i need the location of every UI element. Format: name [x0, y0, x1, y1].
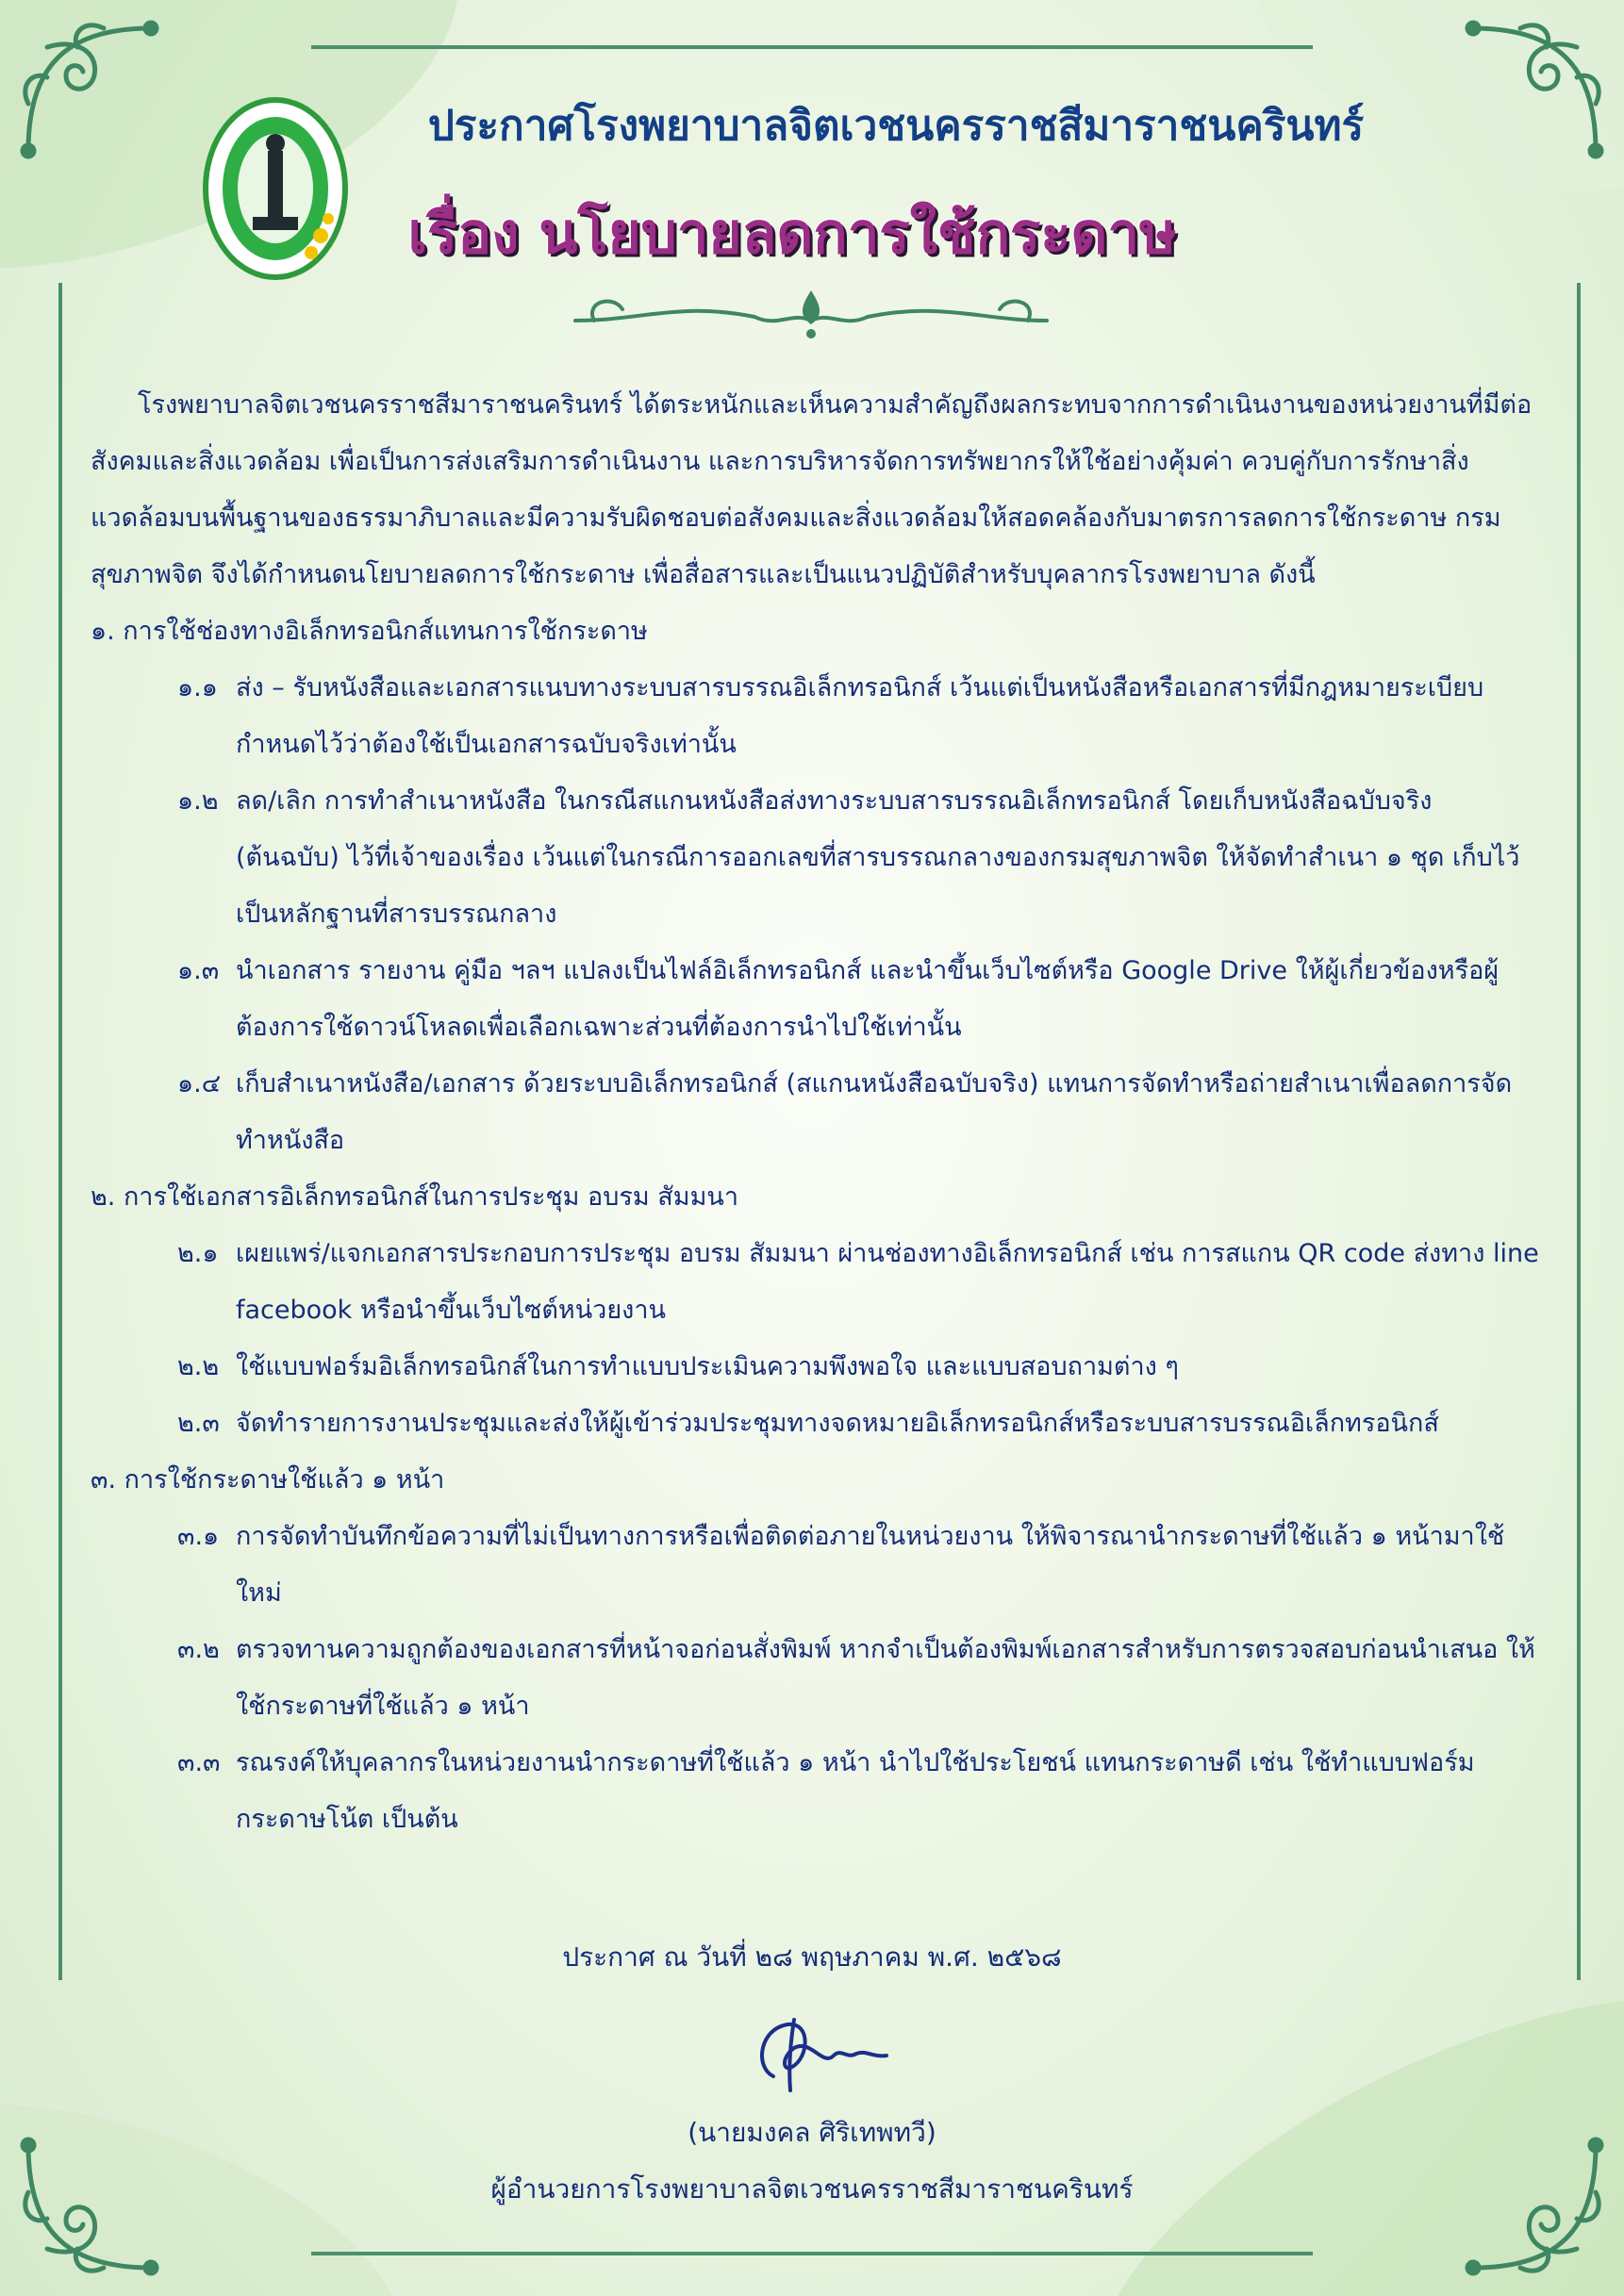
- item-number: ๓.๓: [177, 1748, 221, 1777]
- item-number: ๑.๒: [177, 786, 219, 816]
- item-text: ลด/เลิก การทำสำเนาหนังสือ ในกรณีสแกนหนังสือส่งทางระบบสารบรรณอิเล็กทรอนิกส์ โดยเก็บหนังสือฉบับจริง (ต้นฉบับ) ไว้ที่เจ้าของเรื่อง เว้นแต่ในกรณีการออกเลขที่สารบรรณกลางของกรมสุขภาพจิต ให้จัดทำสำเนา ๑ ชุด เก็บไว้เป็นหลักฐานที่สารบรรณกลาง: [236, 786, 1520, 929]
- signature-icon: [736, 2001, 905, 2105]
- signer-title: ผู้อำนวยการโรงพยาบาลจิตเวชนครราชสีมาราชนครินทร์: [490, 2173, 1134, 2205]
- list-item: [177, 1226, 1543, 1339]
- list-item: [177, 1396, 1543, 1452]
- announcement-date: ประกาศ ณ วันที่ ๒๘ พฤษภาคม พ.ศ. ๒๕๖๘: [562, 1941, 1062, 1973]
- frame-left-line: [58, 283, 62, 1980]
- item-text: ส่ง – รับหนังสือและเอกสารแนบทางระบบสารบรรณอิเล็กทรอนิกส์ เว้นแต่เป็นหนังสือหรือเอกสารที่มีกฎหมายระเบียบ กำหนดไว้ว่าต้องใช้เป็นเอกสารฉบับจริงเท่านั้น: [236, 673, 1484, 759]
- list-item: [177, 660, 1543, 773]
- item-text: นำเอกสาร รายงาน คู่มือ ฯลฯ แปลงเป็นไฟล์อิเล็กทรอนิกส์ และนำขึ้นเว็บไซต์หรือ Google Drive ให้ผู้เกี่ยวข้องหรือผู้ต้องการใช้ดาวน์โหลดเพื่อเลือกเฉพาะส่วนที่ต้องการนำไปใช้เท่านั้น: [236, 956, 1500, 1042]
- item-number: ๒.๒: [177, 1352, 220, 1381]
- list-item: [177, 1339, 1543, 1396]
- item-number: ๓.๑: [177, 1522, 220, 1551]
- list-item: [177, 1735, 1543, 1848]
- section-heading: ๒. การใช้เอกสารอิเล็กทรอนิกส์ในการประชุม อบรม สัมมนา: [91, 1182, 738, 1212]
- item-text: ใช้แบบฟอร์มอิเล็กทรอนิกส์ในการทำแบบประเมินความพึงพอใจ และแบบสอบถามต่าง ๆ: [236, 1352, 1179, 1381]
- item-text: เก็บสำเนาหนังสือ/เอกสาร ด้วยระบบอิเล็กทรอนิกส์ (สแกนหนังสือฉบับจริง) แทนการจัดทำหรือถ่ายสำเนาเพื่อลดการจัดทำหนังสือ: [236, 1069, 1513, 1155]
- intro-paragraph: โรงพยาบาลจิตเวชนครราชสีมาราชนครินทร์ ได้ตระหนักและเห็นความสำคัญถึงผลกระทบจากการดำเนินงานของหน่วยงานที่มีต่อสังคมและสิ่งแวดล้อม เพื่อเป็นการส่งเสริมการดำเนินงาน และการบริหารจัดการทรัพยากรให้ใช้อย่างคุ้มค่า ควบคู่กับการรักษาสิ่งแวดล้อมบนพื้นฐานของธรรมาภิบาลและมีความรับผิดชอบต่อสังคมและสิ่งแวดล้อมให้สอดคล้องกับมาตรการลดการใช้กระดาษ กรมสุขภาพจิต จึงได้กำหนดนโยบายลดการใช้กระดาษ เพื่อสื่อสารและเป็นแนวปฏิบัติสำหรับบุคลากรโรงพยาบาล ดังนี้: [91, 390, 1533, 589]
- item-number: ๒.๑: [177, 1239, 219, 1268]
- list-item: [177, 1622, 1543, 1735]
- frame-bottom-line: [311, 2252, 1313, 2255]
- item-text: รณรงค์ให้บุคลากรในหน่วยงานนำกระดาษที่ใช้แล้ว ๑ หน้า นำไปใช้ประโยชน์ แทนกระดาษดี เช่น ใช้ทำแบบฟอร์มกระดาษโน้ต เป็นต้น: [236, 1748, 1475, 1834]
- item-text: เผยแพร่/แจกเอกสารประกอบการประชุม อบรม สัมมนา ผ่านช่องทางอิเล็กทรอนิกส์ เช่น การสแกน QR code ส่งทาง line facebook หรือนำขึ้นเว็บไซต์หน่วยงาน: [236, 1239, 1539, 1325]
- page-title: ประกาศโรงพยาบาลจิตเวชนครราชสีมาราชนครินทร์: [427, 102, 1365, 150]
- item-number: ๒.๓: [177, 1409, 220, 1438]
- document-subject: เรื่อง นโยบายลดการใช้กระดาษ: [407, 201, 1177, 267]
- item-text: การจัดทำบันทึกข้อความที่ไม่เป็นทางการหรือเพื่อติดต่อภายในหน่วยงาน ให้พิจารณานำกระดาษที่ใช้แล้ว ๑ หน้ามาใช้ใหม่: [236, 1522, 1505, 1608]
- list-item: [177, 773, 1543, 943]
- corner-ornament-icon: [9, 9, 170, 170]
- item-number: ๑.๔: [177, 1069, 222, 1098]
- divider-ornament-icon: [566, 283, 1056, 349]
- list-item: [177, 1509, 1543, 1622]
- frame-right-line: [1577, 283, 1581, 1980]
- section-heading: ๓. การใช้กระดาษใช้แล้ว ๑ หน้า: [91, 1465, 445, 1495]
- frame-top-line: [311, 45, 1313, 49]
- item-text: จัดทำรายการงานประชุมและส่งให้ผู้เข้าร่วมประชุมทางจดหมายอิเล็กทรอนิกส์หรือระบบสารบรรณอิเล็กทรอนิกส์: [236, 1409, 1439, 1438]
- section-heading: ๑. การใช้ช่องทางอิเล็กทรอนิกส์แทนการใช้กระดาษ: [91, 617, 648, 646]
- list-item: [177, 1056, 1543, 1169]
- item-number: ๑.๑: [177, 673, 218, 702]
- item-number: ๑.๓: [177, 956, 220, 985]
- signer-name: (นายมงคล ศิริเทพทวี): [688, 2117, 936, 2148]
- item-number: ๓.๒: [177, 1635, 220, 1664]
- item-text: ตรวจทานความถูกต้องของเอกสารที่หน้าจอก่อนสั่งพิมพ์ หากจำเป็นต้องพิมพ์เอกสารสำหรับการตรวจสอบก่อนนำเสนอ ให้ใช้กระดาษที่ใช้แล้ว ๑ หน้า: [236, 1635, 1535, 1721]
- document-body: [91, 377, 1543, 1848]
- list-item: [177, 943, 1543, 1056]
